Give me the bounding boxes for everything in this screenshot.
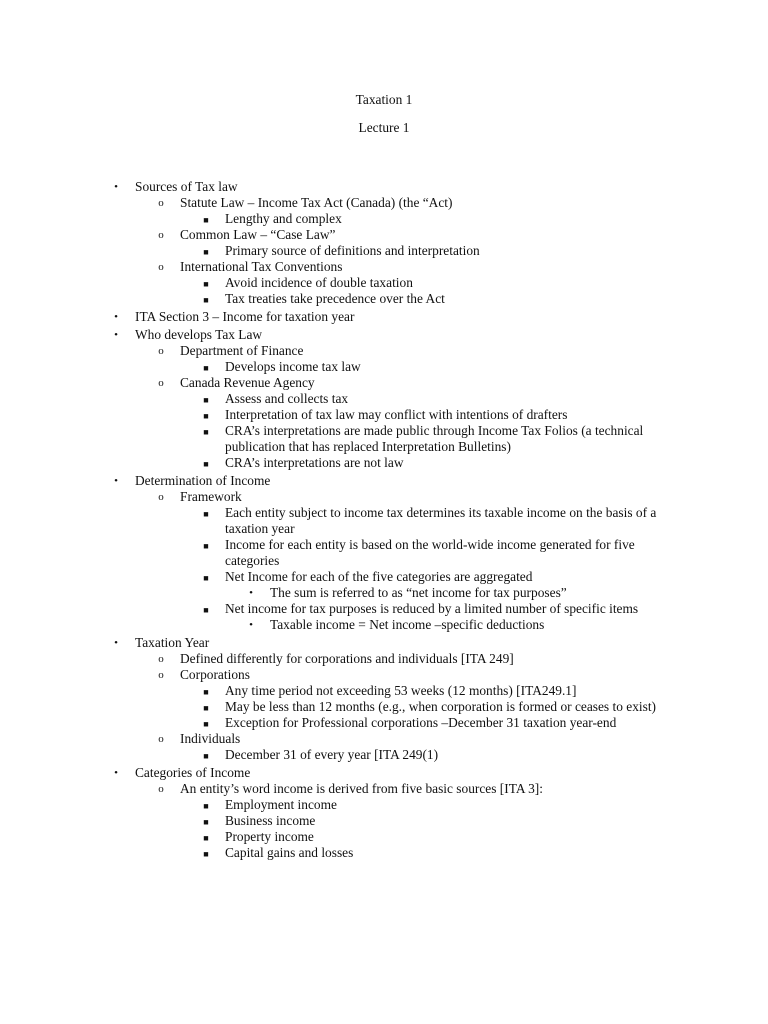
outline-item-level-3 — [0, 813, 768, 829]
outline-item-level-3 — [0, 747, 768, 763]
outline-item-level-1 — [0, 765, 768, 781]
outline-item-level-4 — [0, 585, 768, 601]
circle-bullet-icon: o — [158, 261, 164, 273]
outline-item-text: ITA Section 3 – Income for taxation year — [135, 309, 355, 324]
square-bullet-icon: ■ — [203, 509, 209, 519]
outline-item-text: Interpretation of tax law may conflict with intentions of drafters — [225, 407, 568, 422]
outline-item-level-1 — [0, 635, 768, 651]
circle-bullet-icon: o — [158, 491, 164, 503]
document-subtitle: Lecture 1 — [358, 120, 410, 135]
outline-item-text: Assess and collects tax — [225, 391, 349, 406]
outline-item-text: International Tax Conventions — [180, 259, 343, 274]
outline-item-text: Taxable income = Net income –specific deductions — [270, 617, 545, 632]
outline-item-text: December 31 of every year [ITA 249(1) — [225, 747, 439, 762]
outline-item-text: An entity’s word income is derived from five basic sources [ITA 3]: — [180, 781, 543, 796]
outline-item-text: May be less than 12 months (e.g., when corporation is formed or ceases to exist) — [225, 699, 656, 714]
outline-item-level-1 — [0, 327, 768, 343]
square-bullet-icon: ■ — [203, 817, 209, 827]
square-bullet-icon: ■ — [203, 605, 209, 615]
bullet-icon: • — [114, 181, 118, 193]
outline-item-text: Sources of Tax law — [135, 179, 238, 194]
outline-item-text: Statute Law – Income Tax Act (Canada) (the “Act) — [180, 195, 453, 210]
outline-item-level-3 — [0, 407, 768, 423]
circle-bullet-icon: o — [158, 229, 164, 241]
outline-item-level-2 — [0, 781, 768, 797]
circle-bullet-icon: o — [158, 197, 164, 209]
outline-item-text: Individuals — [180, 731, 241, 746]
circle-bullet-icon: o — [158, 653, 164, 665]
outline-item-level-2 — [0, 651, 768, 667]
outline-item-level-3 — [0, 569, 768, 585]
outline-item-text: Determination of Income — [135, 473, 271, 488]
outline-item-level-3 — [0, 391, 768, 407]
bullet-icon: • — [249, 619, 253, 631]
outline-item-text: The sum is referred to as “net income for tax purposes” — [270, 585, 567, 600]
outline-item-level-3 — [0, 537, 768, 569]
outline-item-text: Defined differently for corporations and individuals [ITA 249] — [180, 651, 514, 666]
outline-item-text: Taxation Year — [135, 635, 210, 650]
bullet-icon: • — [114, 311, 118, 323]
outline-item-text: Framework — [180, 489, 242, 504]
outline-item-text: Primary source of definitions and interpretation — [225, 243, 480, 258]
square-bullet-icon: ■ — [203, 849, 209, 859]
square-bullet-icon: ■ — [203, 541, 209, 551]
bullet-icon: • — [114, 329, 118, 341]
outline-item-text: Develops income tax law — [225, 359, 361, 374]
square-bullet-icon: ■ — [203, 751, 209, 761]
outline-item-text: CRA’s interpretations are made public through Income Tax Folios (a technical publication that has replaced Interpretation Bulletins) — [225, 423, 644, 454]
outline-item-level-3 — [0, 243, 768, 259]
outline-item-level-2 — [0, 195, 768, 211]
bullet-icon: • — [249, 587, 253, 599]
outline-item-text: Department of Finance — [180, 343, 304, 358]
circle-bullet-icon: o — [158, 733, 164, 745]
square-bullet-icon: ■ — [203, 411, 209, 421]
outline-item-text: Net income for tax purposes is reduced by a limited number of specific items — [225, 601, 639, 616]
outline-item-level-3 — [0, 505, 768, 537]
outline-item-text: Property income — [225, 829, 314, 844]
outline-item-text: Lengthy and complex — [225, 211, 342, 226]
bullet-icon: • — [114, 767, 118, 779]
square-bullet-icon: ■ — [203, 427, 209, 437]
bullet-icon: • — [114, 475, 118, 487]
square-bullet-icon: ■ — [203, 573, 209, 583]
document-title: Taxation 1 — [355, 92, 413, 107]
square-bullet-icon: ■ — [203, 363, 209, 373]
outline-item-text: Tax treaties take precedence over the Act — [225, 291, 445, 306]
square-bullet-icon: ■ — [203, 279, 209, 289]
outline-item-text: Income for each entity is based on the world-wide income generated for five categories — [225, 537, 635, 568]
square-bullet-icon: ■ — [203, 295, 209, 305]
outline-item-level-1 — [0, 309, 768, 325]
outline-item-level-2 — [0, 731, 768, 747]
outline-item-level-1 — [0, 179, 768, 195]
outline-item-level-1 — [0, 473, 768, 489]
outline-item-text: Common Law – “Case Law” — [180, 227, 336, 242]
square-bullet-icon: ■ — [203, 247, 209, 257]
circle-bullet-icon: o — [158, 783, 164, 795]
outline-item-text: Any time period not exceeding 53 weeks (12 months) [ITA249.1] — [225, 683, 577, 698]
square-bullet-icon: ■ — [203, 215, 209, 225]
outline-item-level-3 — [0, 699, 768, 715]
outline-item-level-2 — [0, 343, 768, 359]
outline-item-level-3 — [0, 423, 768, 455]
square-bullet-icon: ■ — [203, 719, 209, 729]
outline-item-text: Employment income — [225, 797, 337, 812]
outline-list — [0, 177, 768, 861]
outline-item-text: Each entity subject to income tax determines its taxable income on the basis of a taxation year — [225, 505, 657, 536]
outline-item-level-3 — [0, 683, 768, 699]
bullet-icon: • — [114, 637, 118, 649]
outline-item-text: Avoid incidence of double taxation — [225, 275, 413, 290]
outline-item-level-3 — [0, 845, 768, 861]
square-bullet-icon: ■ — [203, 459, 209, 469]
outline-item-level-3 — [0, 797, 768, 813]
square-bullet-icon: ■ — [203, 801, 209, 811]
outline-item-level-3 — [0, 275, 768, 291]
square-bullet-icon: ■ — [203, 833, 209, 843]
outline-item-text: Canada Revenue Agency — [180, 375, 315, 390]
outline-item-level-3 — [0, 455, 768, 471]
outline-item-level-3 — [0, 291, 768, 307]
outline-item-level-3 — [0, 829, 768, 845]
outline-item-text: Categories of Income — [135, 765, 251, 780]
circle-bullet-icon: o — [158, 377, 164, 389]
outline-item-level-3 — [0, 359, 768, 375]
outline-item-level-2 — [0, 259, 768, 275]
outline-item-level-3 — [0, 601, 768, 617]
outline-item-text: Exception for Professional corporations –December 31 taxation year-end — [225, 715, 617, 730]
outline-item-level-3 — [0, 211, 768, 227]
square-bullet-icon: ■ — [203, 703, 209, 713]
circle-bullet-icon: o — [158, 669, 164, 681]
circle-bullet-icon: o — [158, 345, 164, 357]
outline-item-text: CRA’s interpretations are not law — [225, 455, 404, 470]
outline-item-level-4 — [0, 617, 768, 633]
outline-item-level-2 — [0, 489, 768, 505]
outline-item-text: Corporations — [180, 667, 250, 682]
square-bullet-icon: ■ — [203, 395, 209, 405]
outline-item-level-3 — [0, 715, 768, 731]
outline-item-level-2 — [0, 375, 768, 391]
outline-item-text: Net Income for each of the five categories are aggregated — [225, 569, 533, 584]
square-bullet-icon: ■ — [203, 687, 209, 697]
outline-item-text: Business income — [225, 813, 316, 828]
outline-item-text: Capital gains and losses — [225, 845, 354, 860]
outline-item-level-2 — [0, 667, 768, 683]
outline-item-text: Who develops Tax Law — [135, 327, 263, 342]
outline-item-level-2 — [0, 227, 768, 243]
